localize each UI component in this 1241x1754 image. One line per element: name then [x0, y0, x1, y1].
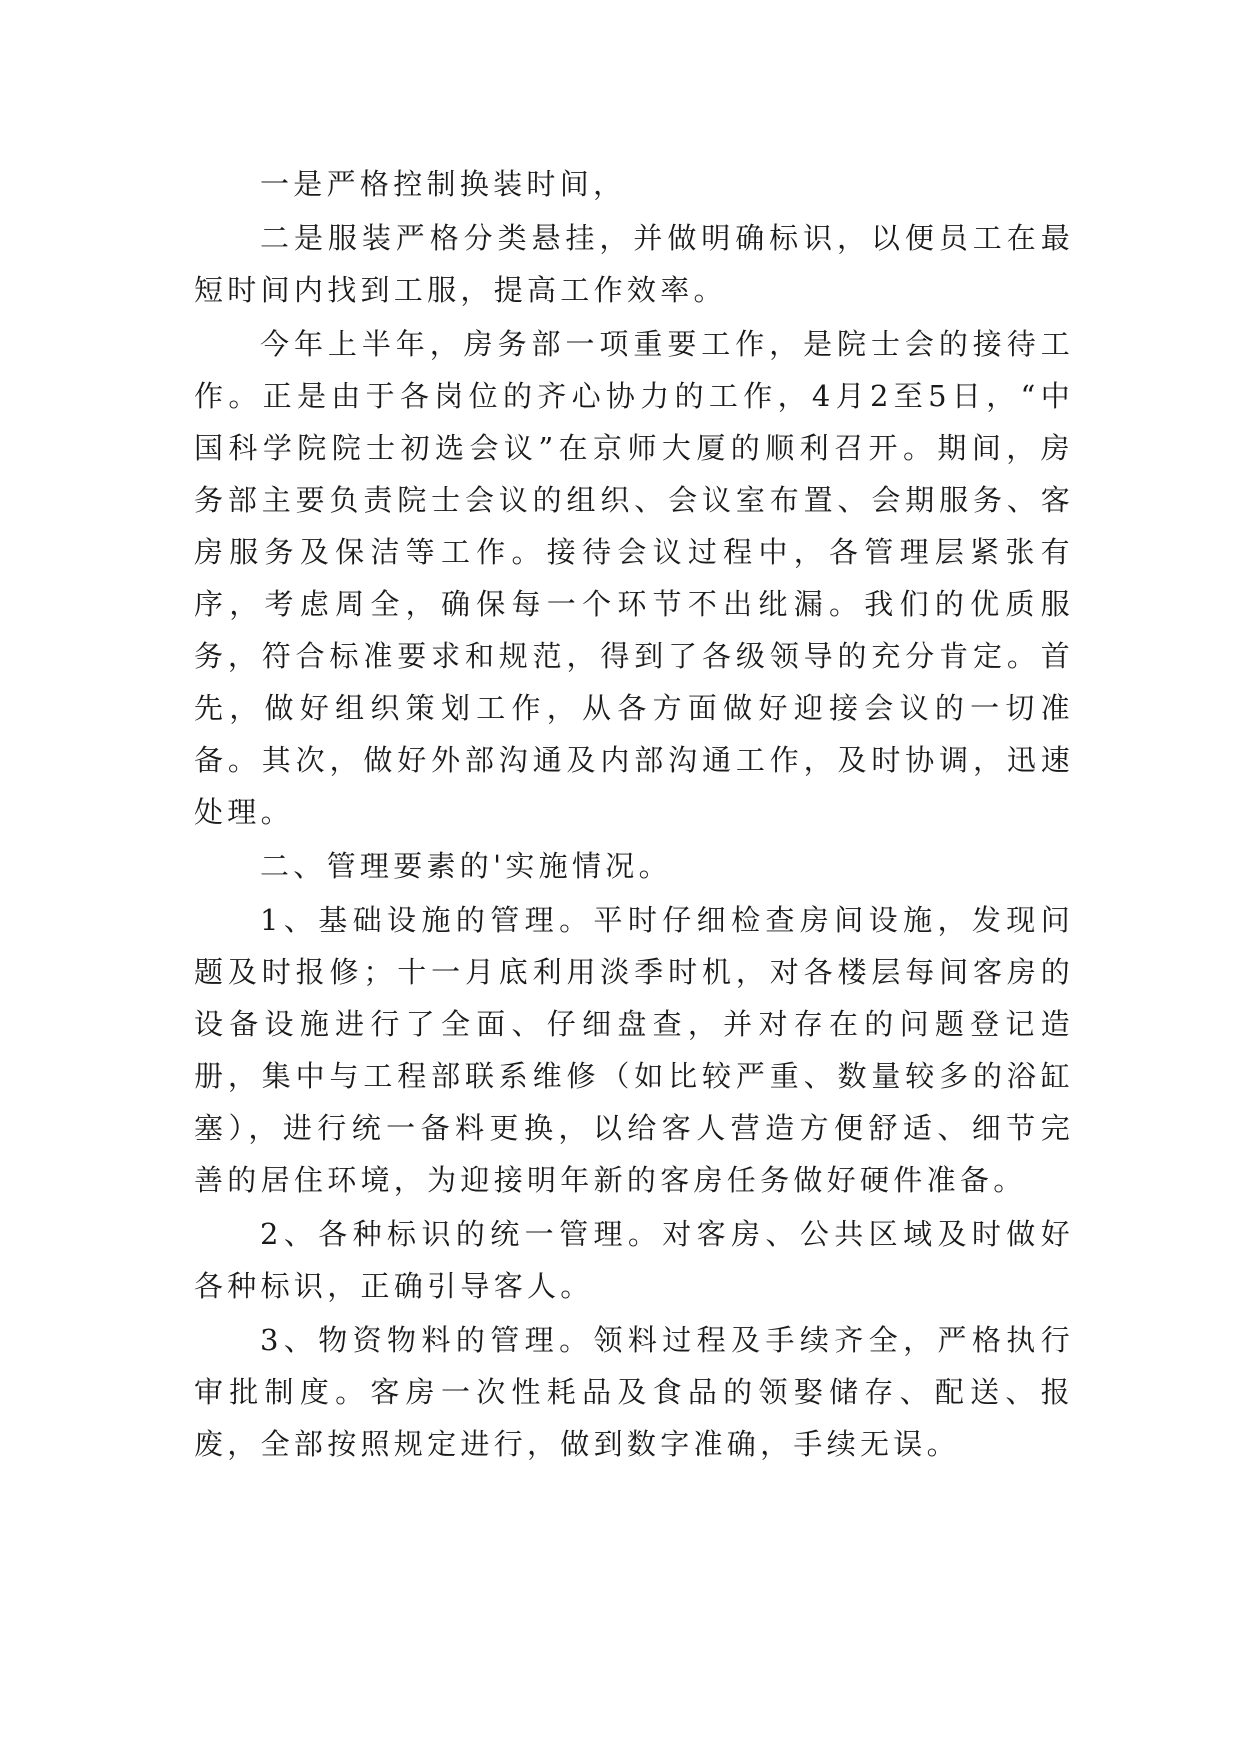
- paragraph-academician-meeting: 今年上半年，房务部一项重要工作，是院士会的接待工作。正是由于各岗位的齐心协力的工作，4月2至5日，“中国科学院院士初选会议”在京师大厦的顺利召开。期间，房务部主要负责院士会议的组织、会议室布置、会期服务、客房服务及保洁等工作。接待会议过程中，各管理层紧张有序，考虑周全，确保每一个环节不出纰漏。我们的优质服务，符合标准要求和规范，得到了各级领导的充分肯定。首先，做好组织策划工作，从各方面做好迎接会议的一切准备。其次，做好外部沟通及内部沟通工作，及时协调，迅速处理。: [194, 327, 1074, 829]
- paragraph-signage-management: 2、各种标识的统一管理。对客房、公共区域及时做好各种标识，正确引导客人。: [194, 1217, 1074, 1303]
- paragraph-infrastructure-management: 1、基础设施的管理。平时仔细检查房间设施，发现问题及时报修；十一月底利用淡季时机，对各楼层每间客房的设备设施进行了全面、仔细盘查，并对存在的问题登记造册，集中与工程部联系维修（如比较严重、数量较多的浴缸塞），进行统一备料更换，以给客人营造方便舒适、细节完善的居住环境，为迎接明年新的客房任务做好硬件准备。: [194, 903, 1074, 1197]
- section-heading-management-elements: 二、管理要素的'实施情况。: [260, 849, 672, 883]
- paragraph-uniform-classification: 二是服装严格分类悬挂，并做明确标识，以便员工在最短时间内找到工服，提高工作效率。: [194, 221, 1074, 307]
- paragraph-materials-management: 3、物资物料的管理。领料过程及手续齐全，严格执行审批制度。客房一次性耗品及食品的领娶储存、配送、报废，全部按照规定进行，做到数字准确，手续无误。: [194, 1323, 1074, 1461]
- paragraph-uniform-change-time: 一是严格控制换装时间，: [260, 167, 627, 201]
- document-body: [194, 158, 1074, 1472]
